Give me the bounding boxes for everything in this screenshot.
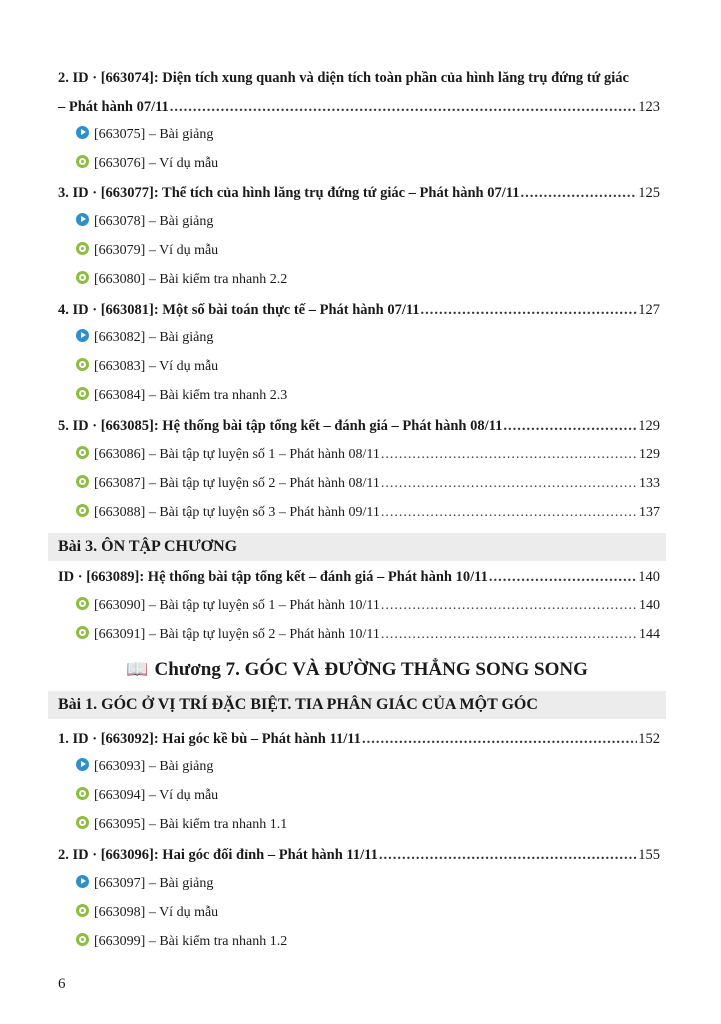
- toc-entry-text: [663095] – Bài kiểm tra nhanh 1.1: [94, 817, 288, 832]
- toc-heading[interactable]: [58, 416, 660, 436]
- toc-entry-text: 4. ID · [663081]: Một số bài toán thực tế – Phát hành 07/11: [58, 302, 420, 318]
- toc-entry-text: – Phát hành 07/11: [58, 99, 169, 115]
- toc-entry-text: 5. ID · [663085]: Hệ thống bài tập tổng kết – đánh giá – Phát hành 08/11: [58, 418, 503, 434]
- toc-entry-text: 3. ID · [663077]: Thể tích của hình lăng trụ đứng tứ giác – Phát hành 07/11: [58, 185, 520, 201]
- toc-entry-text: [663090] – Bài tập tự luyện số 1 – Phát hành 10/11: [94, 598, 380, 613]
- page-number: 6: [58, 976, 66, 992]
- toc-entry-text: [663087] – Bài tập tự luyện số 2 – Phát hành 08/11: [94, 476, 380, 491]
- toc-entry[interactable]: [76, 154, 660, 174]
- toc-heading[interactable]: [58, 567, 660, 587]
- quiz-icon: [76, 787, 89, 800]
- toc-entry-text: [663075] – Bài giảng: [94, 127, 214, 142]
- toc-entry-text: [663097] – Bài giảng: [94, 876, 214, 891]
- dot-leader: [379, 845, 637, 865]
- toc-heading[interactable]: [58, 300, 660, 320]
- toc-entry[interactable]: [76, 903, 660, 923]
- toc-entry-text: ID · [663089]: Hệ thống bài tập tổng kết – đánh giá – Phát hành 10/11: [58, 569, 488, 585]
- toc-entry-text: [663080] – Bài kiểm tra nhanh 2.2: [94, 272, 288, 287]
- toc-entry-text: [663079] – Ví dụ mẫu: [94, 243, 219, 258]
- toc-entry-text: [663076] – Ví dụ mẫu: [94, 156, 219, 171]
- play-video-icon: [76, 329, 89, 342]
- toc-entry[interactable]: [76, 932, 660, 952]
- toc-entry-text: [663091] – Bài tập tự luyện số 2 – Phát hành 10/11: [94, 627, 380, 642]
- dot-leader: [503, 416, 637, 436]
- lesson-3-band: Bài 3. ÔN TẬP CHƯƠNG: [48, 533, 666, 561]
- toc-heading[interactable]: [58, 97, 660, 117]
- toc-entry-text: [663088] – Bài tập tự luyện số 3 – Phát hành 09/11: [94, 505, 380, 520]
- quiz-icon: [76, 271, 89, 284]
- toc-page-number: 129: [638, 418, 660, 434]
- toc-entry-text: [663084] – Bài kiểm tra nhanh 2.3: [94, 388, 288, 403]
- toc-entry-text: [663086] – Bài tập tự luyện số 1 – Phát hành 08/11: [94, 447, 380, 462]
- quiz-icon: [76, 475, 89, 488]
- toc-page-number: 144: [639, 627, 660, 642]
- quiz-icon: [76, 816, 89, 829]
- toc-entry[interactable]: [76, 328, 660, 348]
- toc-entry[interactable]: [76, 874, 660, 894]
- toc-entry[interactable]: [76, 270, 660, 290]
- toc-entry[interactable]: [76, 786, 660, 806]
- dot-leader: [421, 300, 638, 320]
- quiz-icon: [76, 933, 89, 946]
- dot-leader: [381, 445, 638, 465]
- toc-page-number: 140: [639, 598, 660, 613]
- toc-entry-text: [663094] – Ví dụ mẫu: [94, 788, 219, 803]
- toc-page-number: 155: [638, 847, 660, 863]
- toc-entry-text: 1. ID · [663092]: Hai góc kề bù – Phát hành 11/11: [58, 731, 361, 747]
- toc-entry-text: [663082] – Bài giảng: [94, 330, 214, 345]
- quiz-icon: [76, 626, 89, 639]
- quiz-icon: [76, 155, 89, 168]
- quiz-icon: [76, 387, 89, 400]
- toc-entry-text: [663098] – Ví dụ mẫu: [94, 905, 219, 920]
- dot-leader: [520, 183, 637, 203]
- dot-leader: [381, 596, 638, 616]
- toc-entry[interactable]: [76, 445, 660, 465]
- toc-entry-text: [663093] – Bài giảng: [94, 759, 214, 774]
- dot-leader: [362, 729, 637, 749]
- play-video-icon: [76, 758, 89, 771]
- toc-entry[interactable]: [76, 596, 660, 616]
- play-video-icon: [76, 875, 89, 888]
- toc-entry[interactable]: [76, 757, 660, 777]
- toc-page-number: 133: [639, 476, 660, 491]
- toc-page-number: 127: [638, 302, 660, 318]
- toc-page-number: 137: [639, 505, 660, 520]
- dot-leader: [381, 503, 638, 523]
- play-video-icon: [76, 126, 89, 139]
- toc-page-number: 140: [638, 569, 660, 585]
- toc-entry[interactable]: [76, 241, 660, 261]
- toc-entry[interactable]: [76, 212, 660, 232]
- toc-entry[interactable]: [76, 815, 660, 835]
- toc-page-number: 123: [638, 99, 660, 115]
- quiz-icon: [76, 446, 89, 459]
- toc-heading[interactable]: [58, 845, 660, 865]
- chapter-title: [48, 656, 666, 683]
- toc-entry[interactable]: [76, 474, 660, 494]
- dot-leader: [381, 474, 638, 494]
- toc-entry[interactable]: [76, 125, 660, 145]
- toc-entry-text: 2. ID · [663074]: Diện tích xung quanh và diện tích toàn phần của hình lăng trụ đứng tứ giác: [58, 70, 629, 86]
- chapter-title-text: Chương 7. GÓC VÀ ĐƯỜNG THẲNG SONG SONG: [154, 659, 588, 680]
- toc-entry-text: [663083] – Ví dụ mẫu: [94, 359, 219, 374]
- toc-page-number: 129: [639, 447, 660, 462]
- toc-entry[interactable]: [76, 386, 660, 406]
- quiz-icon: [76, 242, 89, 255]
- play-video-icon: [76, 213, 89, 226]
- toc-entry-text: [663099] – Bài kiểm tra nhanh 1.2: [94, 934, 288, 949]
- toc-page-number: 125: [638, 185, 660, 201]
- quiz-icon: [76, 504, 89, 517]
- quiz-icon: [76, 597, 89, 610]
- toc-entry[interactable]: [76, 625, 660, 645]
- toc-entry-text: [663078] – Bài giảng: [94, 214, 214, 229]
- dot-leader: [489, 567, 637, 587]
- dot-leader: [381, 625, 638, 645]
- toc-entry[interactable]: [76, 357, 660, 377]
- toc-heading[interactable]: [58, 68, 660, 88]
- lesson-1-band: Bài 1. GÓC Ở VỊ TRÍ ĐẶC BIỆT. TIA PHÂN GIÁC CỦA MỘT GÓC: [48, 691, 666, 719]
- toc-page-number: 152: [638, 731, 660, 747]
- toc-heading[interactable]: [58, 729, 660, 749]
- quiz-icon: [76, 904, 89, 917]
- dot-leader: [170, 97, 637, 117]
- quiz-icon: [76, 358, 89, 371]
- toc-entry[interactable]: [76, 503, 660, 523]
- toc-entry-text: 2. ID · [663096]: Hai góc đối đỉnh – Phát hành 11/11: [58, 847, 378, 863]
- book-icon: 📖: [126, 659, 149, 679]
- toc-heading[interactable]: [58, 183, 660, 203]
